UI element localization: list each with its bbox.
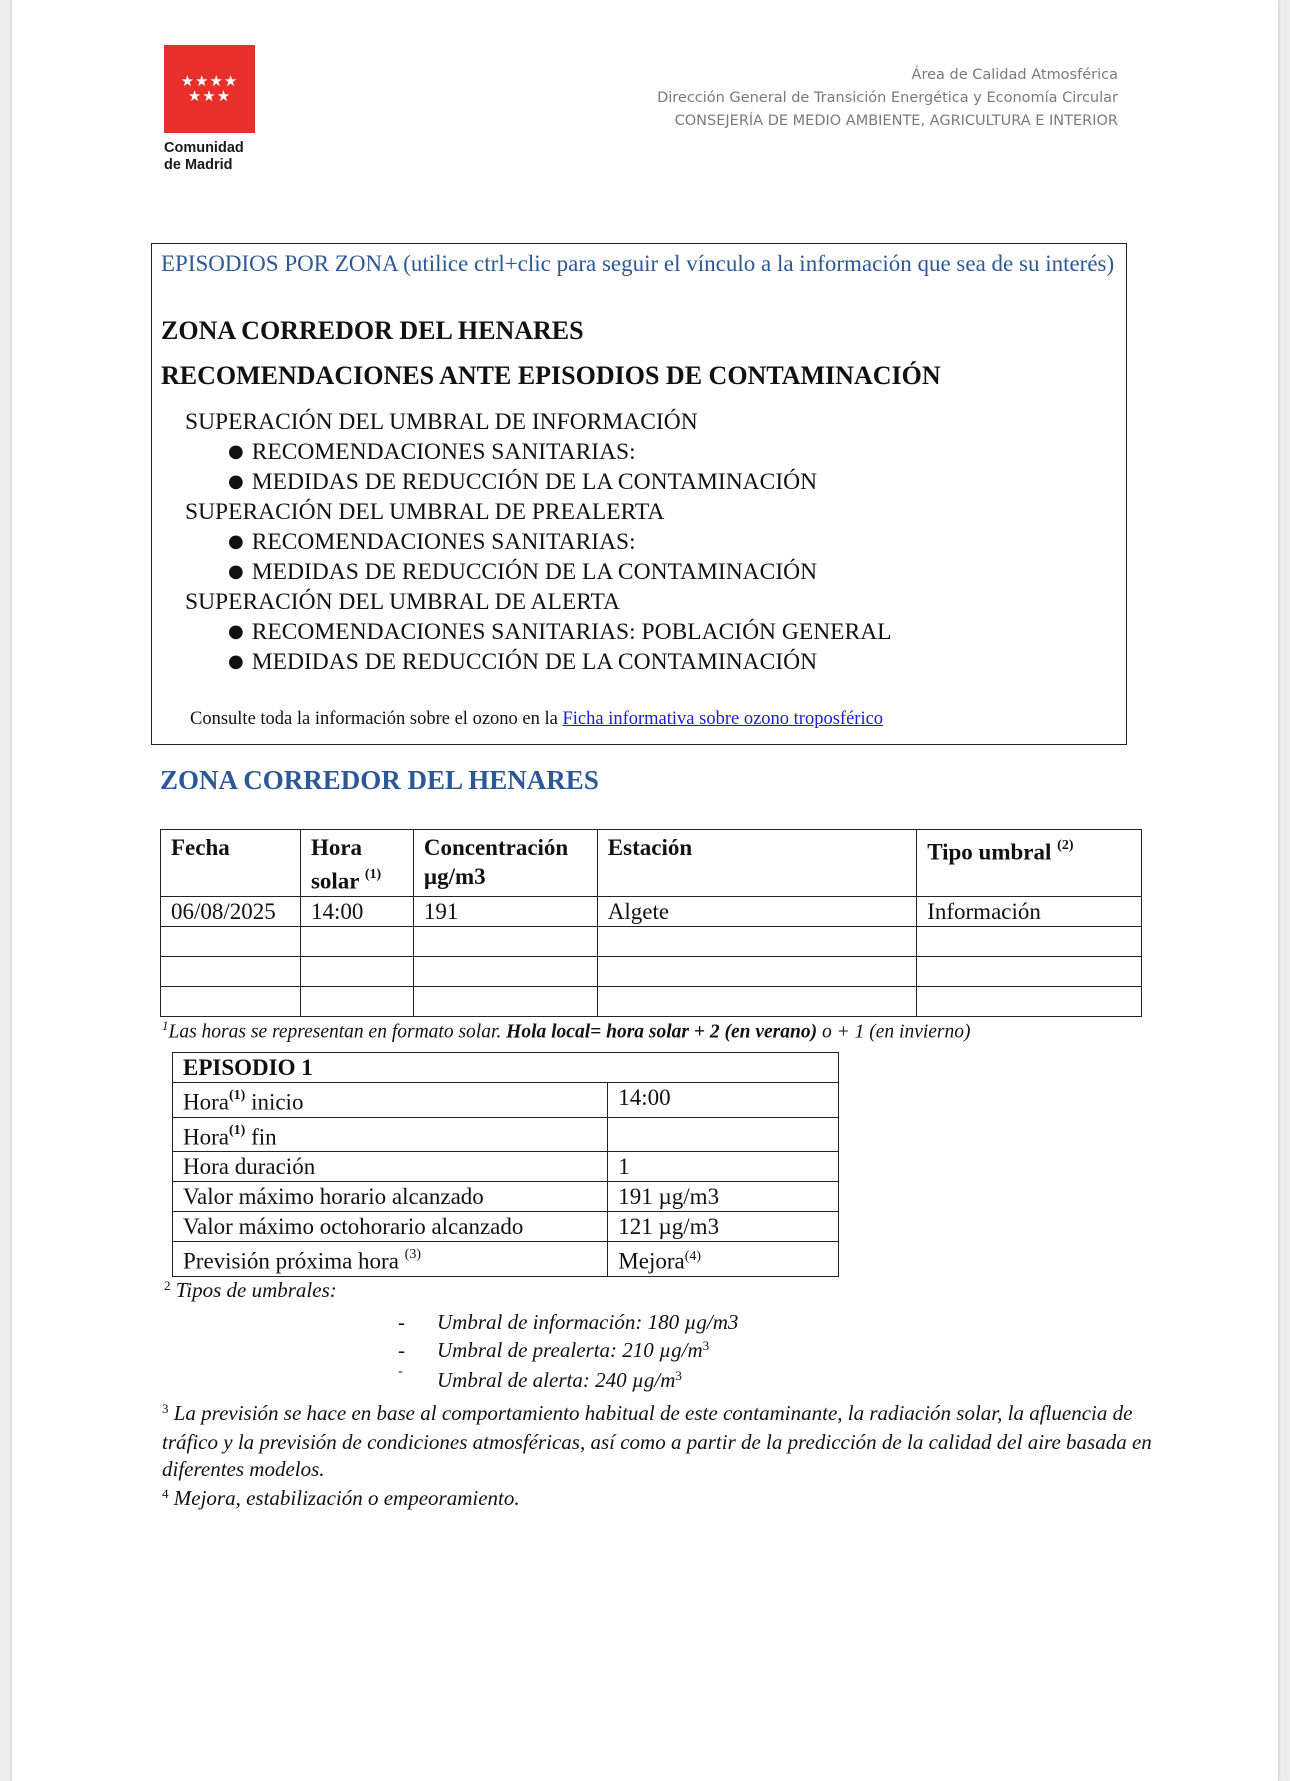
col-hora-solar: Hora solar $^{(1)}$ bbox=[300, 830, 413, 897]
footnote-prevision: $^3$ La previsión se hace en base al comportamiento habitual de este contaminante, la radiación solar, la afluencia de tráfico y la previsión de condiciones atmosféricas, así como a partir de la predicción de la calidad del aire basada en diferentes modelos. bbox=[162, 1401, 1152, 1481]
cell-empty bbox=[597, 986, 916, 1016]
umbral-informacion: Umbral de información: 180 µg/m3 bbox=[437, 1310, 739, 1334]
header-line-1: Área de Calidad Atmosférica bbox=[911, 67, 1118, 83]
footnote-solar-time: $^1$Las horas se representan en formato solar. Hola local= hora solar + 2 (en verano) o + 1 (en invierno) bbox=[162, 1018, 971, 1043]
logo-text bbox=[164, 140, 255, 174]
list-item[interactable] bbox=[228, 527, 636, 559]
episode-title: EPISODIO 1 bbox=[173, 1053, 839, 1083]
footnote-tipos: $^2$ Tipos de umbrales: bbox=[164, 1278, 337, 1302]
bullet-icon: ● bbox=[228, 531, 244, 552]
document-page bbox=[12, 0, 1278, 1781]
stars-icon: ★★★ bbox=[187, 87, 232, 105]
list-item-label: MEDIDAS DE REDUCCIÓN DE LA CONTAMINACIÓN bbox=[251, 649, 818, 675]
list-item-label: MEDIDAS DE REDUCCIÓN DE LA CONTAMINACIÓN bbox=[251, 559, 818, 585]
bullet-icon: ● bbox=[228, 441, 244, 462]
table-row bbox=[161, 956, 1142, 986]
col-fecha: Fecha bbox=[161, 830, 301, 897]
table-row bbox=[173, 1083, 839, 1118]
table-row bbox=[173, 1182, 839, 1212]
logo-line-2: de Madrid bbox=[164, 157, 233, 173]
section-informacion[interactable]: SUPERACIÓN DEL UMBRAL DE INFORMACIÓN bbox=[185, 409, 698, 435]
cell-empty bbox=[413, 926, 597, 956]
col-concentracion: Concentración µg/m3 bbox=[413, 830, 597, 897]
cell-estacion: Algete bbox=[597, 896, 916, 926]
table-row bbox=[161, 926, 1142, 956]
label-max-octohorario: Valor máximo octohorario alcanzado bbox=[173, 1212, 608, 1242]
table-row bbox=[173, 1242, 839, 1277]
bullet-icon: ● bbox=[228, 561, 244, 582]
table-row bbox=[161, 896, 1142, 926]
cell-empty bbox=[300, 956, 413, 986]
list-item[interactable] bbox=[228, 647, 817, 679]
cell-empty bbox=[161, 986, 301, 1016]
label-hora-inicio: Hora$^{(1)}$ inicio bbox=[173, 1083, 608, 1118]
logo-flag bbox=[164, 45, 255, 133]
table-row bbox=[173, 1117, 839, 1152]
dash-icon: - bbox=[398, 1364, 403, 1379]
cell-concentracion: 191 bbox=[413, 896, 597, 926]
section-prealerta[interactable]: SUPERACIÓN DEL UMBRAL DE PREALERTA bbox=[185, 499, 665, 525]
cell-fecha: 06/08/2025 bbox=[161, 896, 301, 926]
list-item-label: MEDIDAS DE REDUCCIÓN DE LA CONTAMINACIÓN bbox=[251, 469, 818, 495]
zone-heading: ZONA CORREDOR DEL HENARES bbox=[160, 765, 599, 795]
episode-table bbox=[172, 1052, 839, 1277]
cell-hora: 14:00 bbox=[300, 896, 413, 926]
cell-empty bbox=[161, 956, 301, 986]
header-department bbox=[657, 64, 1118, 133]
box-intro: EPISODIOS POR ZONA (utilice ctrl+clic para seguir el vínculo a la información que sea de su interés) bbox=[161, 251, 1115, 276]
table-row bbox=[173, 1152, 839, 1182]
cell-empty bbox=[917, 986, 1142, 1016]
value-max-horario: 191 µg/m3 bbox=[608, 1182, 839, 1212]
consult-line bbox=[190, 709, 883, 730]
table-header-row bbox=[161, 830, 1142, 897]
list-item[interactable] bbox=[228, 467, 817, 499]
umbral-alerta: Umbral de alerta: 240 µg/m$^3$ bbox=[437, 1368, 682, 1392]
label-max-horario: Valor máximo horario alcanzado bbox=[173, 1182, 608, 1212]
cell-empty bbox=[917, 926, 1142, 956]
cell-empty bbox=[413, 956, 597, 986]
list-item[interactable] bbox=[228, 437, 636, 469]
cell-empty bbox=[161, 926, 301, 956]
label-hora-duracion: Hora duración bbox=[173, 1152, 608, 1182]
section-alerta[interactable]: SUPERACIÓN DEL UMBRAL DE ALERTA bbox=[185, 589, 620, 615]
value-hora-duracion: 1 bbox=[608, 1152, 839, 1182]
box-reco-title: RECOMENDACIONES ANTE EPISODIOS DE CONTAMINACIÓN bbox=[161, 361, 941, 390]
cell-empty bbox=[300, 986, 413, 1016]
header-line-3: CONSEJERÍA DE MEDIO AMBIENTE, AGRICULTURA E INTERIOR bbox=[674, 113, 1118, 129]
bullet-icon: ● bbox=[228, 471, 244, 492]
list-item[interactable] bbox=[228, 557, 817, 589]
comunidad-madrid-logo bbox=[164, 45, 255, 174]
col-estacion: Estación bbox=[597, 830, 916, 897]
stars-icon: ★★★★ bbox=[180, 72, 239, 90]
value-hora-inicio: 14:00 bbox=[608, 1083, 839, 1118]
cell-empty bbox=[597, 956, 916, 986]
cell-tipo: Información bbox=[917, 896, 1142, 926]
list-item-label: RECOMENDACIONES SANITARIAS: bbox=[251, 439, 636, 465]
col-tipo-umbral: Tipo umbral $^{(2)}$ bbox=[917, 830, 1142, 897]
label-prevision: Previsión próxima hora $^{(3)}$ bbox=[173, 1242, 608, 1277]
episode-title-row bbox=[173, 1053, 839, 1083]
dash-icon: - bbox=[398, 1338, 405, 1362]
footnote-mejora: $^4$ Mejora, estabilización o empeoramiento. bbox=[162, 1486, 520, 1510]
box-zone-title: ZONA CORREDOR DEL HENARES bbox=[161, 316, 584, 345]
bullet-icon: ● bbox=[228, 621, 244, 642]
value-max-octohorario: 121 µg/m3 bbox=[608, 1212, 839, 1242]
cell-empty bbox=[917, 956, 1142, 986]
table-row bbox=[173, 1212, 839, 1242]
list-item-label: RECOMENDACIONES SANITARIAS: bbox=[251, 529, 636, 555]
header-line-2: Dirección General de Transición Energética y Economía Circular bbox=[657, 90, 1118, 106]
logo-line-1: Comunidad bbox=[164, 140, 244, 156]
bullet-icon: ● bbox=[228, 651, 244, 672]
list-item[interactable] bbox=[228, 617, 892, 649]
table-row bbox=[161, 986, 1142, 1016]
cell-empty bbox=[597, 926, 916, 956]
value-prevision: Mejora$^{(4)}$ bbox=[608, 1242, 839, 1277]
dash-icon: - bbox=[398, 1310, 405, 1334]
cell-empty bbox=[300, 926, 413, 956]
value-hora-fin bbox=[608, 1117, 839, 1152]
consult-text: Consulte toda la información sobre el ozono en la bbox=[190, 709, 563, 729]
umbral-prealerta: Umbral de prealerta: 210 µg/m$^3$ bbox=[437, 1338, 710, 1362]
ozone-info-link[interactable]: Ficha informativa sobre ozono troposférico bbox=[562, 709, 884, 729]
episodes-box bbox=[151, 243, 1127, 745]
label-hora-fin: Hora$^{(1)}$ fin bbox=[173, 1117, 608, 1152]
list-item-label: RECOMENDACIONES SANITARIAS: POBLACIÓN GENERAL bbox=[251, 619, 892, 645]
measurements-table bbox=[160, 829, 1142, 1017]
cell-empty bbox=[413, 986, 597, 1016]
